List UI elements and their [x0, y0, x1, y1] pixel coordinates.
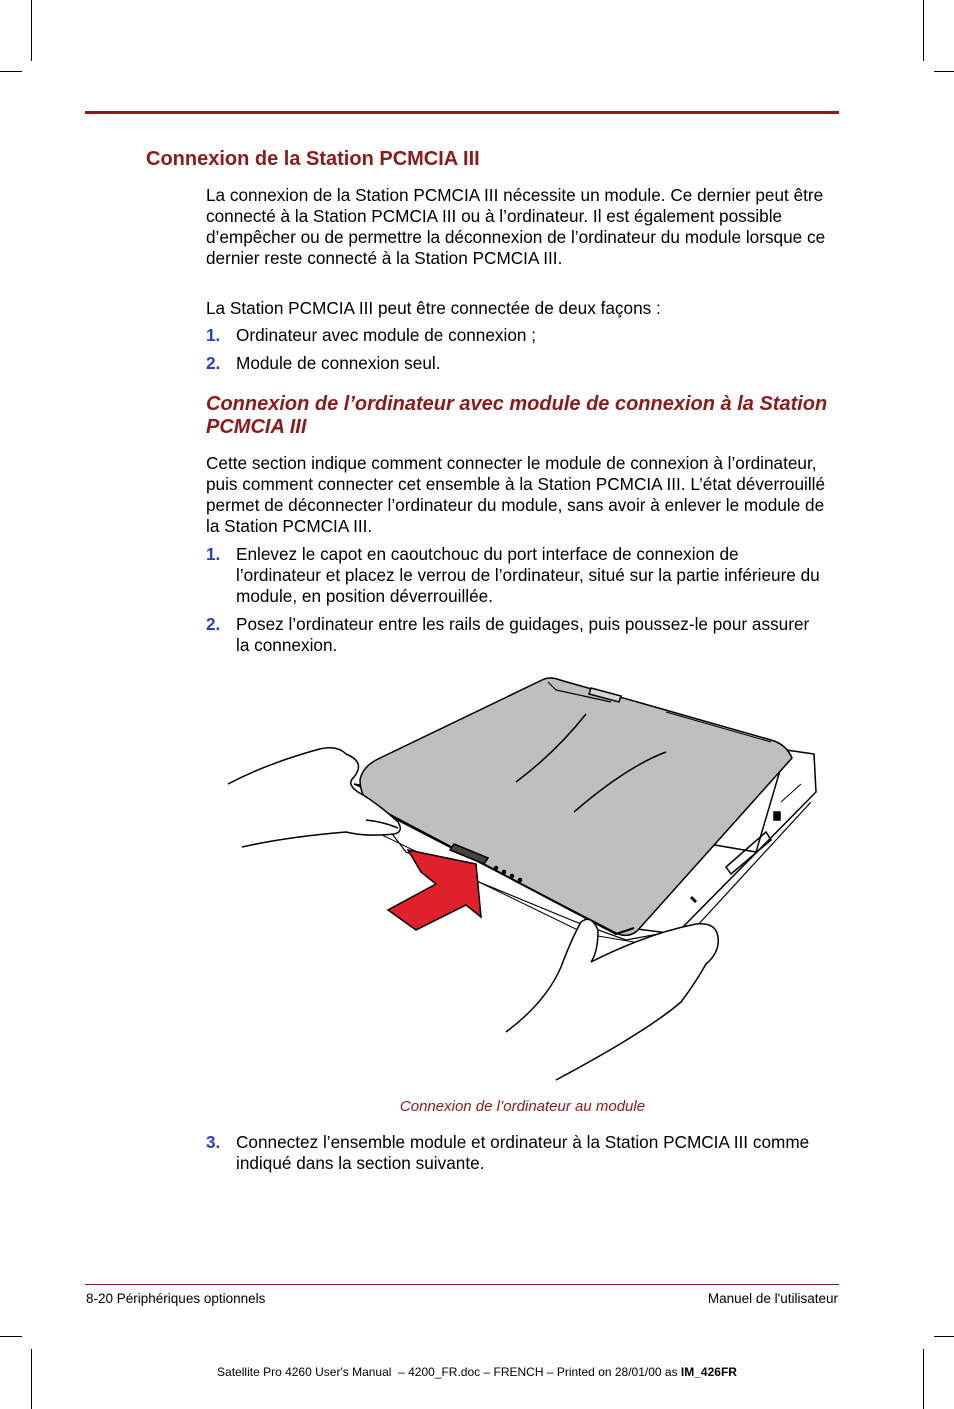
print-line-code: IM_426FR — [680, 1365, 737, 1379]
arrow-icon — [388, 850, 481, 930]
step-number: 3. — [206, 1132, 221, 1152]
footer-left: 8-20 Périphériques optionnels — [86, 1291, 266, 1306]
intro-paragraph: La connexion de la Station PCMCIA III nécessite un module. Ce dernier peut être connecté à la Station PCMCIA III ou à l’ordinateur. Il est également possible d’empêcher ou de permettre la déconnexion de l’ordinateur du module lorsque ce dernier reste connecté à la Station PCMCIA III. — [206, 185, 826, 268]
list-text: Ordinateur avec module de connexion ; — [236, 325, 537, 345]
step-item — [206, 544, 826, 607]
list-text: Module de connexion seul. — [236, 353, 441, 373]
header-rule — [85, 111, 839, 114]
crop-mark — [934, 1336, 954, 1337]
step-text: Connectez l’ensemble module et ordinateur à la Station PCMCIA III comme indiqué dans la section suivante. — [236, 1132, 810, 1173]
crop-mark — [0, 71, 22, 72]
laptop-docking-illustration — [226, 672, 826, 1087]
footer-right: Manuel de l'utilisateur — [707, 1291, 838, 1306]
section-heading: Connexion de la Station PCMCIA III — [146, 148, 480, 170]
print-line — [0, 1365, 954, 1379]
step-text: Enlevez le capot en caoutchouc du port interface de connexion de l’ordinateur et placez le verrou de l’ordinateur, situé sur la partie inférieure du module, en position déverrouillée. — [236, 544, 820, 606]
step-item — [206, 1132, 826, 1174]
section-paragraph: Cette section indique comment connecter le module de connexion à l’ordinateur, puis comment connecter cet ensemble à la Station PCMCIA III. L’état déverrouillé permet de déconnecter l’ordinateur du module, sans avoir à enlever le module de la Station PCMCIA III. — [206, 453, 826, 536]
list-item — [206, 325, 826, 346]
crop-mark — [923, 1349, 924, 1409]
footer-rule — [85, 1284, 839, 1285]
step-number: 1. — [206, 544, 221, 564]
crop-mark — [31, 0, 32, 61]
list-number: 1. — [206, 325, 221, 345]
step-text: Posez l’ordinateur entre les rails de guidages, puis poussez-le pour assurer la connexion. — [236, 614, 810, 655]
step-item — [206, 614, 826, 656]
hand-icon — [506, 919, 718, 1080]
step-number: 2. — [206, 614, 221, 634]
ways-paragraph: La Station PCMCIA III peut être connectée de deux façons : — [206, 298, 661, 318]
crop-mark — [0, 1336, 22, 1337]
subsection-heading: Connexion de l’ordinateur avec module de connexion à la Station PCMCIA III — [206, 393, 828, 438]
print-line-text: Satellite Pro 4260 User's Manual – 4200_FR.doc – FRENCH – Printed on 28/01/00 as — [217, 1365, 681, 1379]
figure-caption: Connexion de l’ordinateur au module — [399, 1098, 646, 1115]
crop-mark — [923, 0, 924, 61]
crop-mark — [31, 1349, 32, 1409]
list-item — [206, 353, 826, 374]
list-number: 2. — [206, 353, 221, 373]
crop-mark — [934, 71, 954, 72]
